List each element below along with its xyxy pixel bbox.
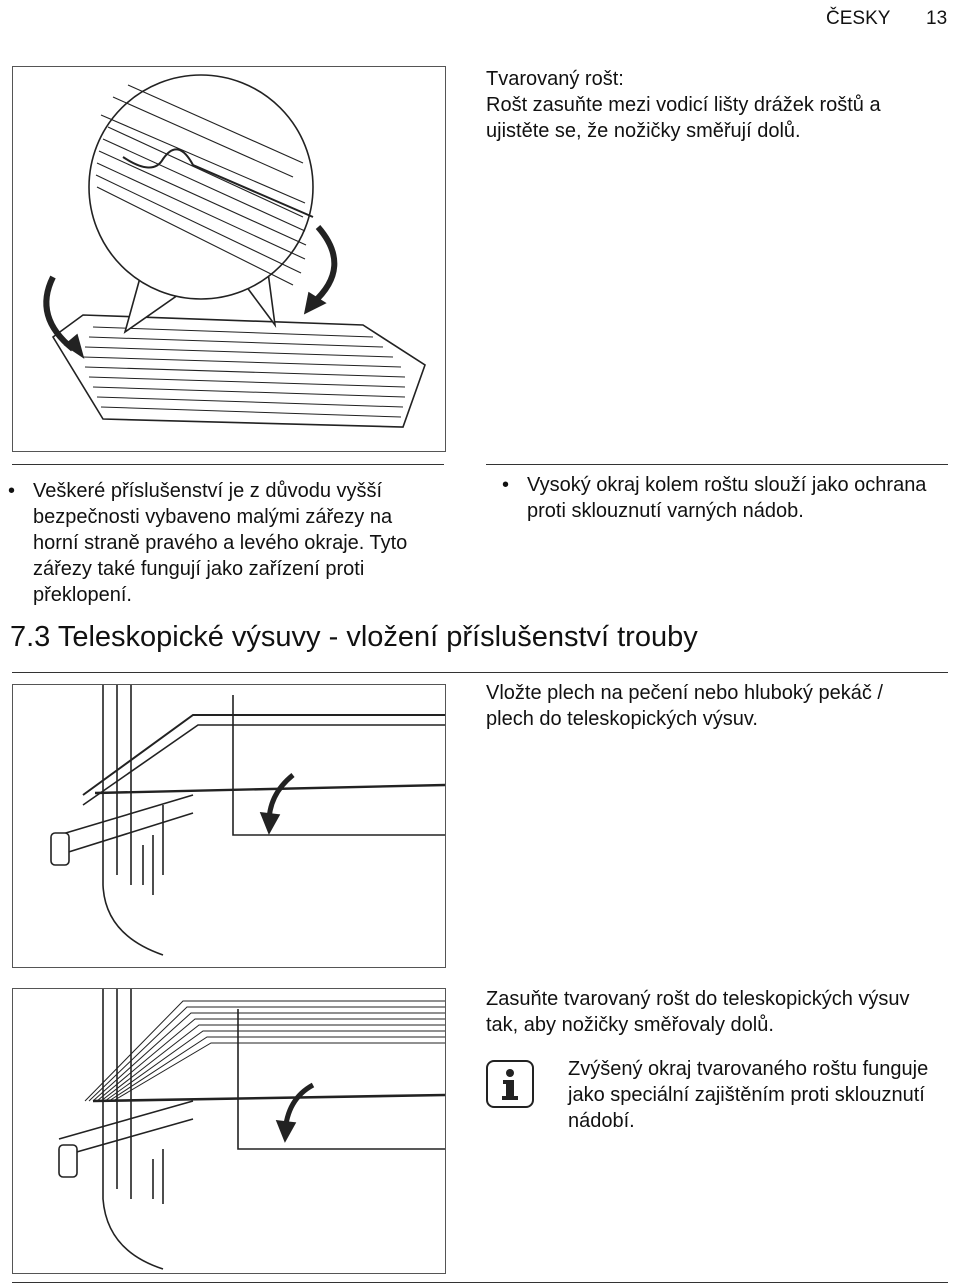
bullet-note-left (8, 478, 448, 606)
bullet-text: Vysoký okraj kolem roštu slouží jako ochrana proti sklouznutí varných nádob. (527, 474, 927, 522)
bullet-note-right (502, 472, 952, 532)
page-number: 13 (926, 8, 948, 29)
info-icon (486, 1060, 534, 1108)
step2-text: Zasuňte tvarovaný rošt do teleskopických výsuv tak, aby nožičky směřovaly dolů. (486, 988, 910, 1036)
bottom-rule (12, 1282, 948, 1283)
info-glyph (488, 1062, 532, 1106)
rack-illustration (13, 67, 445, 451)
figure-rack-telescopic (12, 988, 446, 1274)
bullet-dot: • (8, 480, 16, 502)
tray-illustration (13, 685, 445, 967)
info-text: Zvýšený okraj tvarovaného roštu funguje jako speciální zajištěním proti sklouznutí nádobí. (568, 1058, 929, 1132)
figure-shaped-rack (12, 66, 446, 452)
section-rule (12, 672, 948, 673)
section-title: 7.3 Teleskopické výsuvy - vložení příslušenství trouby (10, 621, 698, 653)
bullet-dot: • (502, 474, 510, 496)
shaped-rack-text: Rošt zasuňte mezi vodicí lišty drážek roštů a ujistěte se, že nožičky směřují dolů. (486, 94, 881, 142)
divider (486, 464, 948, 465)
bullet-text: Veškeré příslušenství je z důvodu vyšší bezpečnosti vybaveno malými zářezy na horní straně pravého a levého okraje. Tyto zářezy také fungují jako zařízení proti překlopení. (33, 480, 408, 606)
header-language: ČESKY (826, 8, 891, 29)
figure-baking-tray (12, 684, 446, 968)
shaped-rack-title: Tvarovaný rošt: (486, 68, 624, 90)
divider (12, 464, 444, 465)
step1-text: Vložte plech na pečení nebo hluboký pekáč / plech do teleskopických výsuv. (486, 682, 883, 730)
rack-telescopic-illustration (13, 989, 445, 1273)
